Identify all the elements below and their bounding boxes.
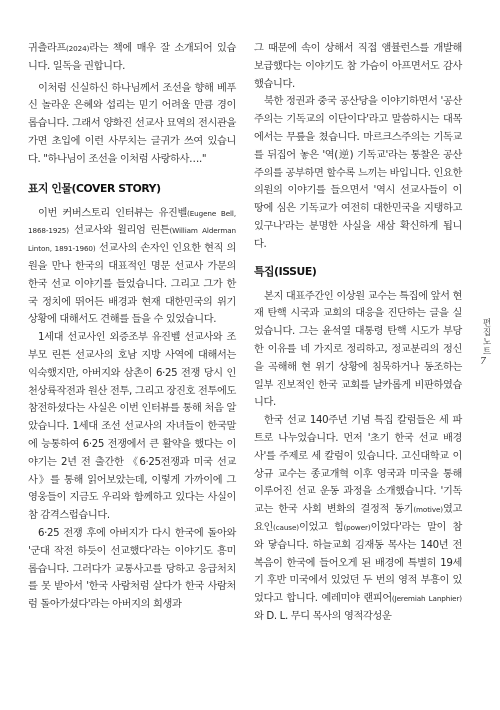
right-column <box>254 40 462 626</box>
text: 이번 커버스토리 인터뷰는 유진벨 <box>38 207 188 219</box>
text-small: (Eugene Bell, 1868-1925) <box>28 208 237 236</box>
page-number: 7 <box>480 356 487 367</box>
section-heading-issue: 특집(ISSUE) <box>254 264 317 278</box>
paragraph: 이처럼 신실하신 하나님께서 조선을 향해 베푸신 놀라운 은혜와 섭리는 믿기 어려울 만큼 경이롭습니다. 그래서 양화진 선교사 묘역의 전시관을 가면 초입에 이런 사무치는 글귀가 쓰여 있습니다. "하나님이 조선을 이처럼 사랑하사…." <box>28 82 236 165</box>
paragraph <box>28 40 236 76</box>
paragraph: 북한 정권과 중국 공산당을 이야기하면서 '공산주의는 기독교의 이단이다'라고 말씀하시는 대목에서는 무릎을 쳤습니다. 마르크스주의는 기독교를 뒤집어 놓은 '역(逆) 기독교'라는 통찰은 공산주의를 공부하면 할수록 느끼는 바입니다. 인요한 의원의 이야기를 들으면서 '역시 선교사들이 이 땅에 심은 기독교가 여전히 대한민국을 지탱하고 있구나'라는 분명한 사실을 새삼 확신하게 됩니다. <box>254 96 462 250</box>
text-small: (motive) <box>413 505 444 515</box>
text: 이었다'라는 말이 참 와 닿습니다. 하늘교회 김재동 목사는 140년 전 복음이 한국에 들어오게 된 배경에 특별히 19세기 후반 미국에서 있었던 두 번의 영적 부흥이 있었다고 합니다. 예레미야 랜피어 <box>254 521 462 605</box>
paragraph <box>28 205 236 330</box>
text: 선교사의 손자인 인요한 현직 의원을 만나 한국의 대표적인 명문 선교사 가문의 한국 선교 이야기를 들었습니다. 그리고 그가 한국 정치에 뛰어든 배경과 현재 대한민국의 위기 상황에 대해서도 견해를 들을 수 있었습니다. <box>28 243 236 326</box>
text-small: (William Alderman Linton, 1891-1960) <box>28 226 236 254</box>
text: 였고 요인 <box>254 504 462 533</box>
text-small: (2024) <box>65 44 90 53</box>
text: 선교사와 윌리엄 린튼 <box>68 225 170 237</box>
section-heading-cover-story: 표지 인물(COVER STORY) <box>28 181 161 195</box>
text-small: (Jeremiah Lanphier) <box>391 594 462 604</box>
text: 한국 선교 140주년 기념 특집 칼럼들은 세 파트로 나누었습니다. 먼저 '초기 한국 선교 배경사'를 주제로 세 칼럼이 있습니다. 고신대학교 이상규 교수는 종교개혁 이후 영국과 미국을 통해 이루어진 선교 운동 과정을 소개했습니다. '기독교는 한국 사회 변화의 결정적 동기 <box>254 415 462 516</box>
text: 라는 책에 매우 잘 소개되어 있습니다. 일독을 권합니다. <box>28 43 236 72</box>
text: 와 D. L. 무디 목사의 영적각성운 <box>254 610 392 622</box>
paragraph: 6·25 전쟁 후에 아버지가 다시 한국에 돌아와 '군대 작전 하듯이 선교했다'라는 이야기도 흥미롭습니다. 그러다가 교통사고를 당하고 응급처치를 못 받아서 '한국 사람처럼 살다가 한국 사람처럼 돌아가셨다'라는 아버지의 희생과 <box>28 527 236 611</box>
paragraph: 본지 대표주간인 이상원 교수는 특집에 앞서 현재 탄핵 시국과 교회의 대응을 진단하는 글을 실었습니다. 그는 윤석열 대통령 탄핵 시도가 부당한 이유를 네 가지로 정리하고, 정교분리의 정신을 곡해해 현 위기 상황에 침묵하거나 동조하는 일부 진보적인 한국 교회를 날카롭게 비판하였습니다. <box>254 290 462 409</box>
paragraph: 그 때문에 속이 상해서 직접 앰뷸런스를 개발해 보급했다는 이야기도 참 가슴이 아프면서도 감사했습니다. <box>254 43 462 90</box>
text: 귀츨라프 <box>28 43 66 54</box>
text: 이었고 힘 <box>298 521 344 533</box>
left-column <box>28 40 236 614</box>
text-small: (cause) <box>272 522 299 532</box>
text-small: (power) <box>343 522 371 532</box>
paragraph <box>254 412 462 626</box>
section-side-label: 편집노트 <box>481 318 491 356</box>
paragraph: 1세대 선교사인 외증조부 유진벨 선교사와 조부모 린튼 선교사의 호남 지방 사역에 대해서는 익숙했지만, 아버지와 삼촌이 6·25 전쟁 당시 인천상륙작전과 원산 전투, 그리고 장진호 전투에도 참전하셨다는 사실은 이번 인터뷰를 통해 처음 알았습니다. 1세대 조선 선교사의 자녀들이 한국말에 능통하여 6·25 전쟁에서 큰 활약을 했다는 이야기는 2년 전 출간한 《6·25전쟁과 미국 선교사》를 통해 읽어보았는데, 이렇게 가까이에 그 영웅들이 지금도 우리와 함께하고 있다는 사실이 참 감격스럽습니다. <box>28 332 236 522</box>
